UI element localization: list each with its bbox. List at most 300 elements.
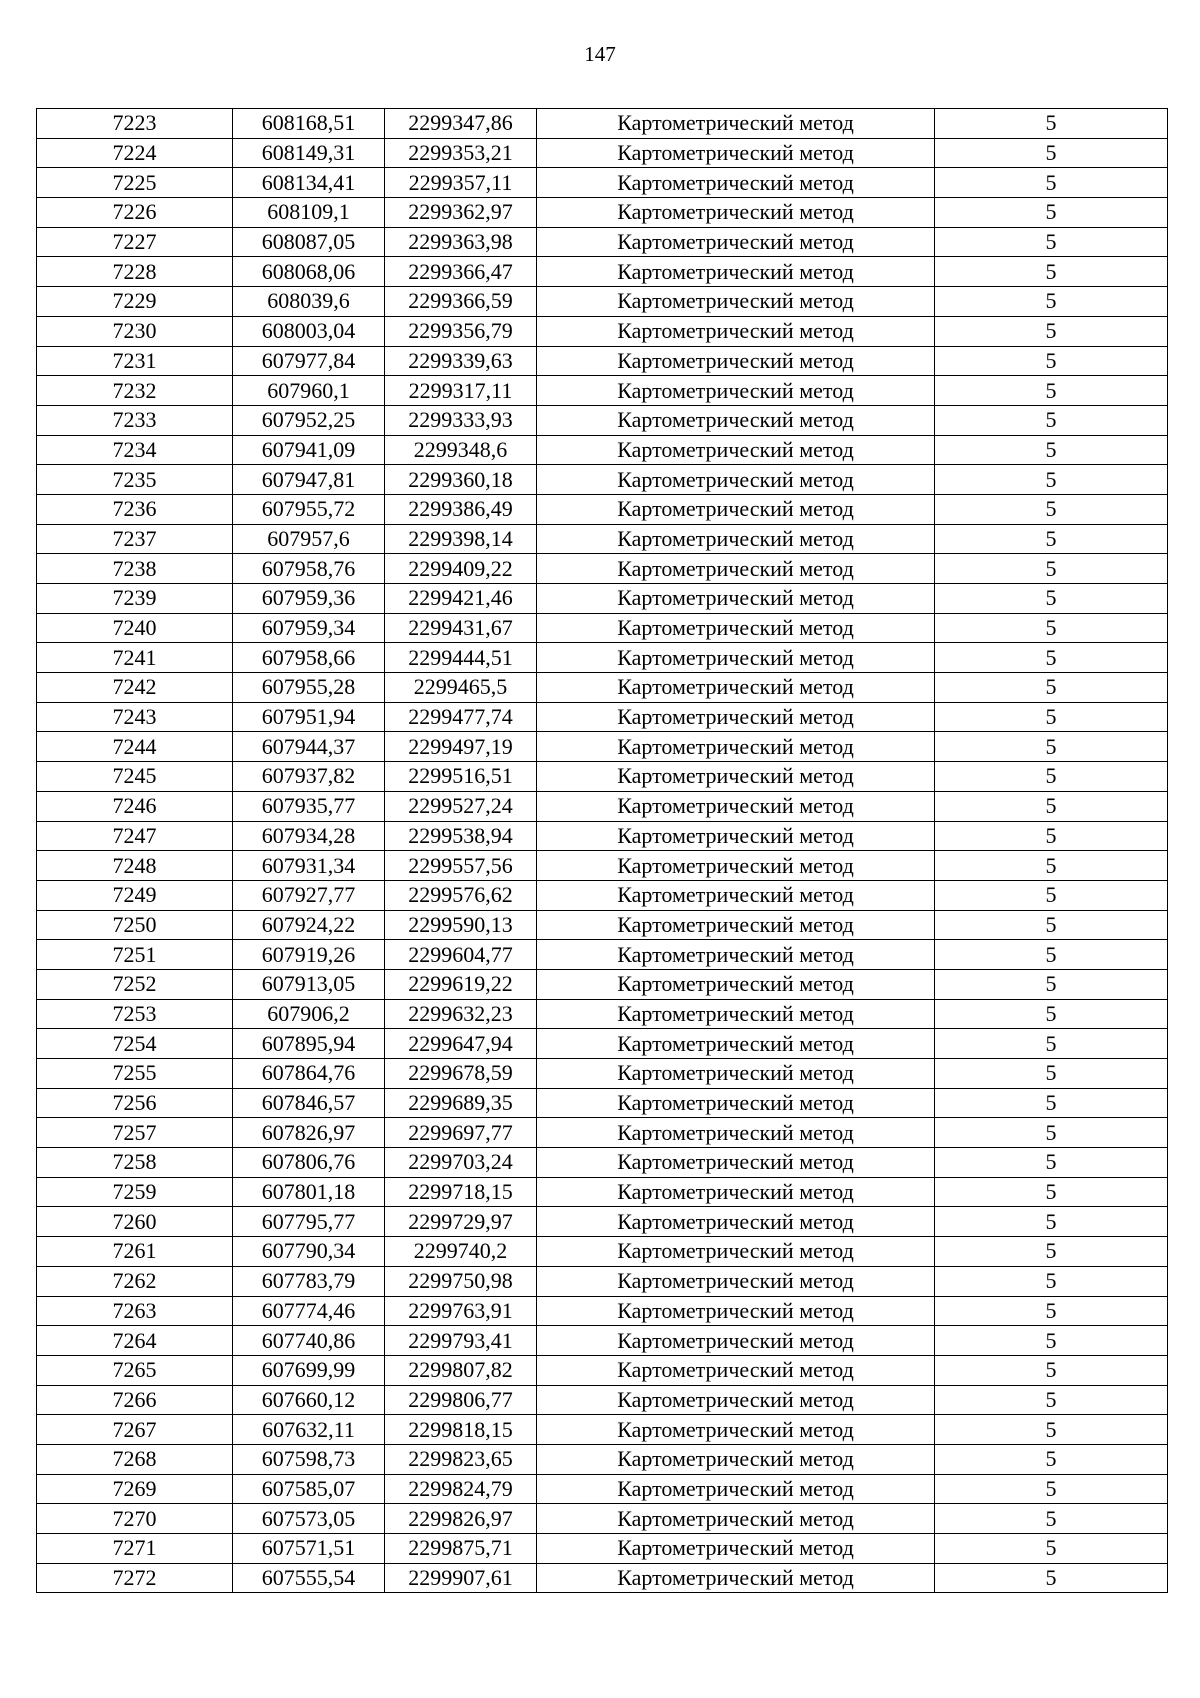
x-coordinate-cell: 608149,31 <box>233 138 385 168</box>
y-coordinate-cell: 2299807,82 <box>385 1355 537 1385</box>
table-row <box>37 109 1168 139</box>
y-coordinate-cell: 2299697,77 <box>385 1118 537 1148</box>
y-coordinate-cell: 2299477,74 <box>385 702 537 732</box>
x-coordinate-cell: 607919,26 <box>233 940 385 970</box>
point-number-cell: 7272 <box>37 1563 233 1593</box>
y-coordinate-cell: 2299763,91 <box>385 1296 537 1326</box>
accuracy-cell: 5 <box>935 257 1168 287</box>
point-number-cell: 7241 <box>37 643 233 673</box>
accuracy-cell: 5 <box>935 1415 1168 1445</box>
x-coordinate-cell: 607585,07 <box>233 1474 385 1504</box>
table-row <box>37 910 1168 940</box>
method-cell: Картометрический метод <box>537 940 935 970</box>
accuracy-cell: 5 <box>935 1534 1168 1564</box>
accuracy-cell: 5 <box>935 376 1168 406</box>
table-row <box>37 1177 1168 1207</box>
method-cell: Картометрический метод <box>537 405 935 435</box>
method-cell: Картометрический метод <box>537 821 935 851</box>
accuracy-cell: 5 <box>935 227 1168 257</box>
point-number-cell: 7234 <box>37 435 233 465</box>
method-cell: Картометрический метод <box>537 524 935 554</box>
y-coordinate-cell: 2299516,51 <box>385 762 537 792</box>
point-number-cell: 7247 <box>37 821 233 851</box>
y-coordinate-cell: 2299362,97 <box>385 198 537 228</box>
y-coordinate-cell: 2299718,15 <box>385 1177 537 1207</box>
table-row <box>37 405 1168 435</box>
point-number-cell: 7240 <box>37 613 233 643</box>
accuracy-cell: 5 <box>935 762 1168 792</box>
method-cell: Картометрический метод <box>537 287 935 317</box>
x-coordinate-cell: 607740,86 <box>233 1326 385 1356</box>
method-cell: Картометрический метод <box>537 1088 935 1118</box>
x-coordinate-cell: 607660,12 <box>233 1385 385 1415</box>
table-row <box>37 1385 1168 1415</box>
point-number-cell: 7266 <box>37 1385 233 1415</box>
accuracy-cell: 5 <box>935 1444 1168 1474</box>
y-coordinate-cell: 2299398,14 <box>385 524 537 554</box>
x-coordinate-cell: 608109,1 <box>233 198 385 228</box>
accuracy-cell: 5 <box>935 1059 1168 1089</box>
table-row <box>37 1059 1168 1089</box>
x-coordinate-cell: 607895,94 <box>233 1029 385 1059</box>
method-cell: Картометрический метод <box>537 1059 935 1089</box>
point-number-cell: 7265 <box>37 1355 233 1385</box>
method-cell: Картометрический метод <box>537 702 935 732</box>
point-number-cell: 7250 <box>37 910 233 940</box>
y-coordinate-cell: 2299729,97 <box>385 1207 537 1237</box>
x-coordinate-cell: 607795,77 <box>233 1207 385 1237</box>
accuracy-cell: 5 <box>935 613 1168 643</box>
y-coordinate-cell: 2299444,51 <box>385 643 537 673</box>
accuracy-cell: 5 <box>935 1563 1168 1593</box>
method-cell: Картометрический метод <box>537 494 935 524</box>
method-cell: Картометрический метод <box>537 346 935 376</box>
method-cell: Картометрический метод <box>537 1444 935 1474</box>
x-coordinate-cell: 607790,34 <box>233 1237 385 1267</box>
method-cell: Картометрический метод <box>537 168 935 198</box>
point-number-cell: 7254 <box>37 1029 233 1059</box>
accuracy-cell: 5 <box>935 435 1168 465</box>
table-row <box>37 1563 1168 1593</box>
y-coordinate-cell: 2299366,59 <box>385 287 537 317</box>
table-row <box>37 1088 1168 1118</box>
table-row <box>37 584 1168 614</box>
accuracy-cell: 5 <box>935 554 1168 584</box>
x-coordinate-cell: 607927,77 <box>233 880 385 910</box>
point-number-cell: 7262 <box>37 1266 233 1296</box>
accuracy-cell: 5 <box>935 1237 1168 1267</box>
y-coordinate-cell: 2299538,94 <box>385 821 537 851</box>
y-coordinate-cell: 2299875,71 <box>385 1534 537 1564</box>
point-number-cell: 7232 <box>37 376 233 406</box>
x-coordinate-cell: 607959,36 <box>233 584 385 614</box>
method-cell: Картометрический метод <box>537 1148 935 1178</box>
method-cell: Картометрический метод <box>537 376 935 406</box>
method-cell: Картометрический метод <box>537 999 935 1029</box>
y-coordinate-cell: 2299431,67 <box>385 613 537 643</box>
point-number-cell: 7223 <box>37 109 233 139</box>
method-cell: Картометрический метод <box>537 880 935 910</box>
y-coordinate-cell: 2299348,6 <box>385 435 537 465</box>
point-number-cell: 7260 <box>37 1207 233 1237</box>
method-cell: Картометрический метод <box>537 969 935 999</box>
accuracy-cell: 5 <box>935 1177 1168 1207</box>
point-number-cell: 7256 <box>37 1088 233 1118</box>
table-row <box>37 1118 1168 1148</box>
y-coordinate-cell: 2299339,63 <box>385 346 537 376</box>
y-coordinate-cell: 2299793,41 <box>385 1326 537 1356</box>
y-coordinate-cell: 2299363,98 <box>385 227 537 257</box>
method-cell: Картометрический метод <box>537 1504 935 1534</box>
point-number-cell: 7264 <box>37 1326 233 1356</box>
accuracy-cell: 5 <box>935 643 1168 673</box>
y-coordinate-cell: 2299353,21 <box>385 138 537 168</box>
method-cell: Картометрический метод <box>537 1534 935 1564</box>
table-row <box>37 643 1168 673</box>
table-row <box>37 1504 1168 1534</box>
x-coordinate-cell: 607783,79 <box>233 1266 385 1296</box>
accuracy-cell: 5 <box>935 198 1168 228</box>
point-number-cell: 7230 <box>37 316 233 346</box>
point-number-cell: 7225 <box>37 168 233 198</box>
accuracy-cell: 5 <box>935 524 1168 554</box>
x-coordinate-cell: 608039,6 <box>233 287 385 317</box>
page-number: 147 <box>584 42 616 66</box>
point-number-cell: 7252 <box>37 969 233 999</box>
method-cell: Картометрический метод <box>537 227 935 257</box>
method-cell: Картометрический метод <box>537 1563 935 1593</box>
x-coordinate-cell: 607957,6 <box>233 524 385 554</box>
x-coordinate-cell: 608003,04 <box>233 316 385 346</box>
point-number-cell: 7233 <box>37 405 233 435</box>
y-coordinate-cell: 2299409,22 <box>385 554 537 584</box>
y-coordinate-cell: 2299357,11 <box>385 168 537 198</box>
point-number-cell: 7258 <box>37 1148 233 1178</box>
point-number-cell: 7238 <box>37 554 233 584</box>
table-row <box>37 969 1168 999</box>
accuracy-cell: 5 <box>935 732 1168 762</box>
y-coordinate-cell: 2299740,2 <box>385 1237 537 1267</box>
x-coordinate-cell: 607846,57 <box>233 1088 385 1118</box>
x-coordinate-cell: 607826,97 <box>233 1118 385 1148</box>
y-coordinate-cell: 2299826,97 <box>385 1504 537 1534</box>
table-row <box>37 138 1168 168</box>
x-coordinate-cell: 607573,05 <box>233 1504 385 1534</box>
accuracy-cell: 5 <box>935 940 1168 970</box>
point-number-cell: 7237 <box>37 524 233 554</box>
point-number-cell: 7255 <box>37 1059 233 1089</box>
method-cell: Картометрический метод <box>537 435 935 465</box>
table-row <box>37 346 1168 376</box>
x-coordinate-cell: 608087,05 <box>233 227 385 257</box>
method-cell: Картометрический метод <box>537 643 935 673</box>
method-cell: Картометрический метод <box>537 465 935 495</box>
coordinates-table-body <box>37 109 1168 1593</box>
x-coordinate-cell: 608068,06 <box>233 257 385 287</box>
method-cell: Картометрический метод <box>537 584 935 614</box>
y-coordinate-cell: 2299647,94 <box>385 1029 537 1059</box>
x-coordinate-cell: 607960,1 <box>233 376 385 406</box>
y-coordinate-cell: 2299333,93 <box>385 405 537 435</box>
method-cell: Картометрический метод <box>537 910 935 940</box>
table-row <box>37 198 1168 228</box>
accuracy-cell: 5 <box>935 1088 1168 1118</box>
method-cell: Картометрический метод <box>537 1207 935 1237</box>
accuracy-cell: 5 <box>935 346 1168 376</box>
method-cell: Картометрический метод <box>537 109 935 139</box>
table-row <box>37 1355 1168 1385</box>
x-coordinate-cell: 607555,54 <box>233 1563 385 1593</box>
table-row <box>37 1534 1168 1564</box>
x-coordinate-cell: 607958,66 <box>233 643 385 673</box>
y-coordinate-cell: 2299465,5 <box>385 673 537 703</box>
accuracy-cell: 5 <box>935 1296 1168 1326</box>
accuracy-cell: 5 <box>935 1355 1168 1385</box>
table-row <box>37 1237 1168 1267</box>
point-number-cell: 7231 <box>37 346 233 376</box>
x-coordinate-cell: 607806,76 <box>233 1148 385 1178</box>
accuracy-cell: 5 <box>935 1326 1168 1356</box>
table-row <box>37 673 1168 703</box>
x-coordinate-cell: 607959,34 <box>233 613 385 643</box>
method-cell: Картометрический метод <box>537 198 935 228</box>
point-number-cell: 7243 <box>37 702 233 732</box>
point-number-cell: 7227 <box>37 227 233 257</box>
y-coordinate-cell: 2299356,79 <box>385 316 537 346</box>
point-number-cell: 7257 <box>37 1118 233 1148</box>
accuracy-cell: 5 <box>935 584 1168 614</box>
table-row <box>37 1029 1168 1059</box>
accuracy-cell: 5 <box>935 673 1168 703</box>
x-coordinate-cell: 608168,51 <box>233 109 385 139</box>
y-coordinate-cell: 2299824,79 <box>385 1474 537 1504</box>
y-coordinate-cell: 2299386,49 <box>385 494 537 524</box>
x-coordinate-cell: 607931,34 <box>233 851 385 881</box>
point-number-cell: 7245 <box>37 762 233 792</box>
accuracy-cell: 5 <box>935 1148 1168 1178</box>
table-row <box>37 494 1168 524</box>
accuracy-cell: 5 <box>935 494 1168 524</box>
method-cell: Картометрический метод <box>537 1029 935 1059</box>
table-row <box>37 316 1168 346</box>
point-number-cell: 7248 <box>37 851 233 881</box>
point-number-cell: 7236 <box>37 494 233 524</box>
method-cell: Картометрический метод <box>537 791 935 821</box>
accuracy-cell: 5 <box>935 880 1168 910</box>
table-row <box>37 1266 1168 1296</box>
table-row <box>37 880 1168 910</box>
x-coordinate-cell: 607801,18 <box>233 1177 385 1207</box>
method-cell: Картометрический метод <box>537 1118 935 1148</box>
accuracy-cell: 5 <box>935 1474 1168 1504</box>
method-cell: Картометрический метод <box>537 257 935 287</box>
x-coordinate-cell: 607947,81 <box>233 465 385 495</box>
accuracy-cell: 5 <box>935 138 1168 168</box>
x-coordinate-cell: 607774,46 <box>233 1296 385 1326</box>
table-row <box>37 1415 1168 1445</box>
table-row <box>37 376 1168 406</box>
accuracy-cell: 5 <box>935 1266 1168 1296</box>
method-cell: Картометрический метод <box>537 1415 935 1445</box>
y-coordinate-cell: 2299527,24 <box>385 791 537 821</box>
accuracy-cell: 5 <box>935 405 1168 435</box>
table-row <box>37 1148 1168 1178</box>
x-coordinate-cell: 607944,37 <box>233 732 385 762</box>
x-coordinate-cell: 607977,84 <box>233 346 385 376</box>
accuracy-cell: 5 <box>935 702 1168 732</box>
method-cell: Картометрический метод <box>537 1326 935 1356</box>
point-number-cell: 7251 <box>37 940 233 970</box>
y-coordinate-cell: 2299347,86 <box>385 109 537 139</box>
accuracy-cell: 5 <box>935 821 1168 851</box>
table-row <box>37 1326 1168 1356</box>
table-row <box>37 465 1168 495</box>
y-coordinate-cell: 2299497,19 <box>385 732 537 762</box>
point-number-cell: 7259 <box>37 1177 233 1207</box>
point-number-cell: 7261 <box>37 1237 233 1267</box>
method-cell: Картометрический метод <box>537 1266 935 1296</box>
x-coordinate-cell: 607924,22 <box>233 910 385 940</box>
y-coordinate-cell: 2299806,77 <box>385 1385 537 1415</box>
method-cell: Картометрический метод <box>537 1385 935 1415</box>
y-coordinate-cell: 2299604,77 <box>385 940 537 970</box>
y-coordinate-cell: 2299678,59 <box>385 1059 537 1089</box>
point-number-cell: 7235 <box>37 465 233 495</box>
x-coordinate-cell: 608134,41 <box>233 168 385 198</box>
method-cell: Картометрический метод <box>537 613 935 643</box>
accuracy-cell: 5 <box>935 316 1168 346</box>
table-row <box>37 1207 1168 1237</box>
method-cell: Картометрический метод <box>537 554 935 584</box>
y-coordinate-cell: 2299421,46 <box>385 584 537 614</box>
x-coordinate-cell: 607952,25 <box>233 405 385 435</box>
y-coordinate-cell: 2299576,62 <box>385 880 537 910</box>
x-coordinate-cell: 607935,77 <box>233 791 385 821</box>
accuracy-cell: 5 <box>935 999 1168 1029</box>
accuracy-cell: 5 <box>935 969 1168 999</box>
point-number-cell: 7246 <box>37 791 233 821</box>
point-number-cell: 7269 <box>37 1474 233 1504</box>
method-cell: Картометрический метод <box>537 138 935 168</box>
y-coordinate-cell: 2299366,47 <box>385 257 537 287</box>
accuracy-cell: 5 <box>935 910 1168 940</box>
method-cell: Картометрический метод <box>537 1296 935 1326</box>
x-coordinate-cell: 607906,2 <box>233 999 385 1029</box>
y-coordinate-cell: 2299590,13 <box>385 910 537 940</box>
table-row <box>37 762 1168 792</box>
x-coordinate-cell: 607941,09 <box>233 435 385 465</box>
y-coordinate-cell: 2299823,65 <box>385 1444 537 1474</box>
point-number-cell: 7244 <box>37 732 233 762</box>
point-number-cell: 7268 <box>37 1444 233 1474</box>
table-row <box>37 702 1168 732</box>
table-row <box>37 554 1168 584</box>
method-cell: Картометрический метод <box>537 851 935 881</box>
accuracy-cell: 5 <box>935 465 1168 495</box>
coordinates-table <box>36 108 1168 1593</box>
method-cell: Картометрический метод <box>537 762 935 792</box>
point-number-cell: 7249 <box>37 880 233 910</box>
method-cell: Картометрический метод <box>537 732 935 762</box>
x-coordinate-cell: 607955,72 <box>233 494 385 524</box>
y-coordinate-cell: 2299818,15 <box>385 1415 537 1445</box>
point-number-cell: 7239 <box>37 584 233 614</box>
y-coordinate-cell: 2299619,22 <box>385 969 537 999</box>
method-cell: Картометрический метод <box>537 1355 935 1385</box>
x-coordinate-cell: 607632,11 <box>233 1415 385 1445</box>
point-number-cell: 7242 <box>37 673 233 703</box>
point-number-cell: 7253 <box>37 999 233 1029</box>
table-row <box>37 791 1168 821</box>
accuracy-cell: 5 <box>935 1385 1168 1415</box>
x-coordinate-cell: 607699,99 <box>233 1355 385 1385</box>
table-row <box>37 732 1168 762</box>
table-row <box>37 613 1168 643</box>
method-cell: Картометрический метод <box>537 1237 935 1267</box>
table-row <box>37 257 1168 287</box>
x-coordinate-cell: 607955,28 <box>233 673 385 703</box>
point-number-cell: 7228 <box>37 257 233 287</box>
table-row <box>37 940 1168 970</box>
method-cell: Картометрический метод <box>537 1474 935 1504</box>
point-number-cell: 7224 <box>37 138 233 168</box>
y-coordinate-cell: 2299317,11 <box>385 376 537 406</box>
table-row <box>37 287 1168 317</box>
y-coordinate-cell: 2299360,18 <box>385 465 537 495</box>
y-coordinate-cell: 2299632,23 <box>385 999 537 1029</box>
y-coordinate-cell: 2299689,35 <box>385 1088 537 1118</box>
x-coordinate-cell: 607958,76 <box>233 554 385 584</box>
point-number-cell: 7270 <box>37 1504 233 1534</box>
accuracy-cell: 5 <box>935 1504 1168 1534</box>
y-coordinate-cell: 2299557,56 <box>385 851 537 881</box>
method-cell: Картометрический метод <box>537 673 935 703</box>
x-coordinate-cell: 607951,94 <box>233 702 385 732</box>
point-number-cell: 7271 <box>37 1534 233 1564</box>
x-coordinate-cell: 607913,05 <box>233 969 385 999</box>
y-coordinate-cell: 2299750,98 <box>385 1266 537 1296</box>
x-coordinate-cell: 607598,73 <box>233 1444 385 1474</box>
table-row <box>37 435 1168 465</box>
accuracy-cell: 5 <box>935 109 1168 139</box>
accuracy-cell: 5 <box>935 851 1168 881</box>
x-coordinate-cell: 607934,28 <box>233 821 385 851</box>
point-number-cell: 7226 <box>37 198 233 228</box>
table-row <box>37 524 1168 554</box>
table-row <box>37 1474 1168 1504</box>
point-number-cell: 7267 <box>37 1415 233 1445</box>
x-coordinate-cell: 607937,82 <box>233 762 385 792</box>
x-coordinate-cell: 607864,76 <box>233 1059 385 1089</box>
accuracy-cell: 5 <box>935 1118 1168 1148</box>
accuracy-cell: 5 <box>935 1207 1168 1237</box>
accuracy-cell: 5 <box>935 287 1168 317</box>
table-row <box>37 168 1168 198</box>
accuracy-cell: 5 <box>935 1029 1168 1059</box>
table-row <box>37 999 1168 1029</box>
table-row <box>37 1444 1168 1474</box>
point-number-cell: 7263 <box>37 1296 233 1326</box>
table-row <box>37 227 1168 257</box>
y-coordinate-cell: 2299907,61 <box>385 1563 537 1593</box>
method-cell: Картометрический метод <box>537 1177 935 1207</box>
point-number-cell: 7229 <box>37 287 233 317</box>
accuracy-cell: 5 <box>935 168 1168 198</box>
table-row <box>37 851 1168 881</box>
table-row <box>37 1296 1168 1326</box>
x-coordinate-cell: 607571,51 <box>233 1534 385 1564</box>
method-cell: Картометрический метод <box>537 316 935 346</box>
